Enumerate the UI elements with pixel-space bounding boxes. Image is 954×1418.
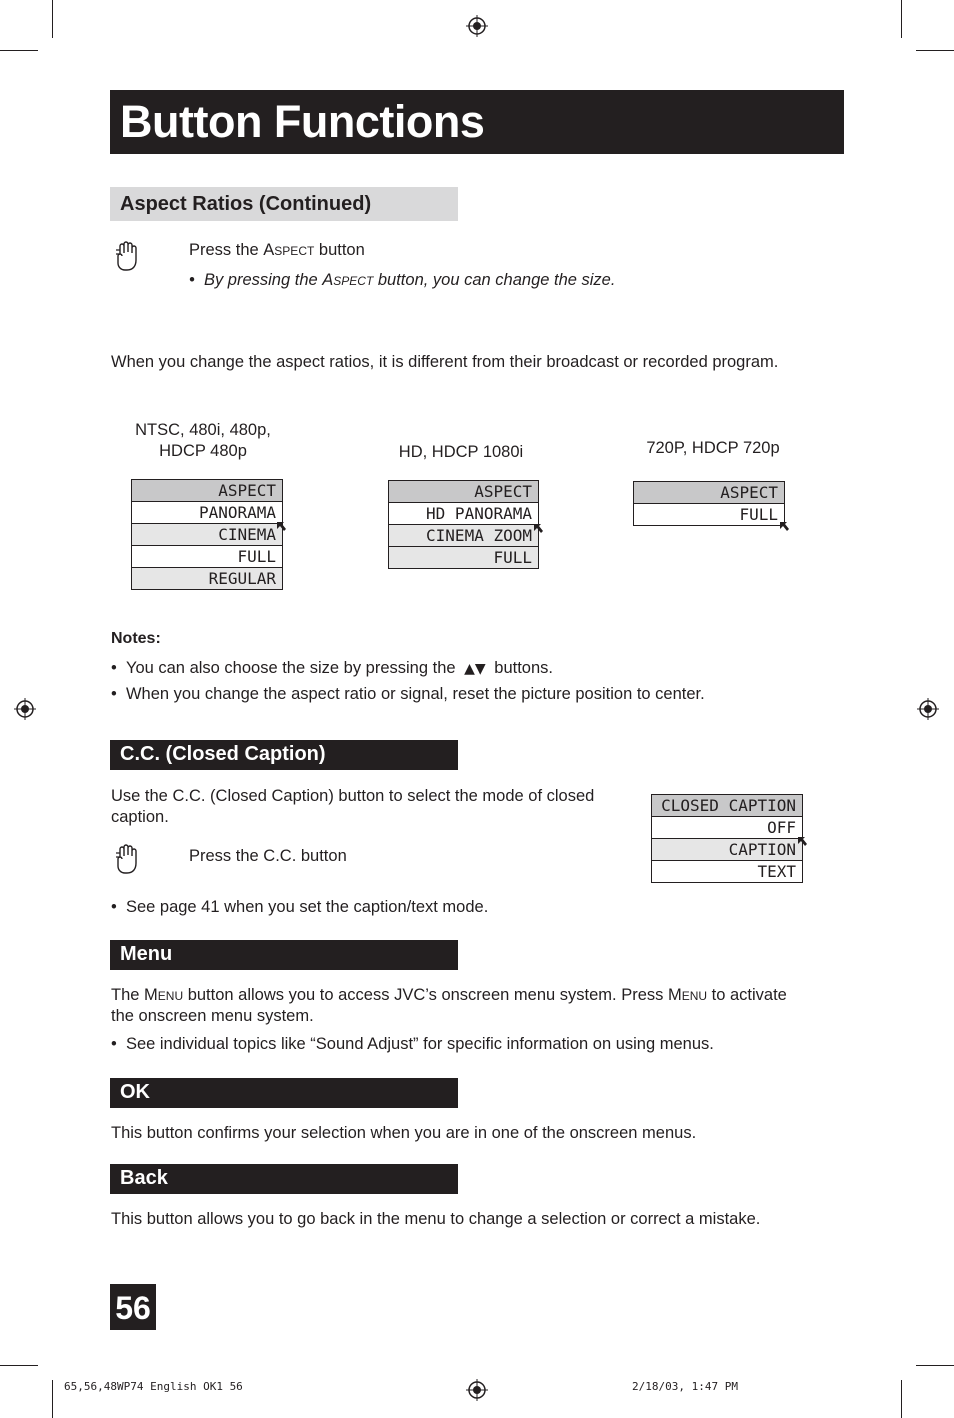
ok-paragraph: This button confirms your selection when you are in one of the onscreen menus. bbox=[111, 1124, 697, 1142]
cc-press-instruction: Press the C.C. button bbox=[189, 847, 347, 865]
menu-paragraph bbox=[111, 985, 841, 1027]
registration-mark-icon bbox=[466, 1379, 488, 1401]
button-name: Aspect bbox=[263, 241, 315, 259]
text-line: the onscreen menu system. bbox=[111, 1007, 314, 1025]
button-name: Aspect bbox=[322, 271, 374, 289]
crop-mark bbox=[0, 50, 38, 51]
text: button, you can change the size. bbox=[373, 271, 616, 289]
crop-mark bbox=[901, 0, 902, 38]
menu-row[interactable]: HD PANORAMA bbox=[389, 502, 538, 524]
menu-row[interactable]: FULL bbox=[132, 545, 282, 567]
menu-row[interactable]: TEXT bbox=[652, 860, 802, 882]
crop-mark bbox=[916, 1365, 954, 1366]
menu-row[interactable]: CAPTION bbox=[652, 838, 802, 860]
menu-row: CLOSED CAPTION bbox=[652, 794, 802, 816]
button-name: Menu bbox=[667, 986, 708, 1004]
page-title-bar bbox=[110, 90, 844, 154]
menu-bullet: • See individual topics like “Sound Adjust” for specific information on using menus. bbox=[111, 1035, 714, 1053]
button-name: Menu bbox=[144, 986, 184, 1004]
menu-caption-hd: HD, HDCP 1080i bbox=[398, 443, 524, 461]
section-heading-back: Back bbox=[110, 1164, 458, 1194]
menu-row[interactable]: FULL bbox=[634, 503, 784, 525]
text: When you change the aspect ratio or signal, reset the picture position to center. bbox=[125, 685, 705, 703]
note-item: • You can also choose the size by pressing the ▲▼ buttons. bbox=[111, 659, 553, 677]
aspect-bullet: • By pressing the Aspect button, you can change the size. bbox=[189, 271, 616, 289]
text: By pressing the bbox=[203, 271, 323, 289]
text-line bbox=[111, 985, 841, 1006]
menu-cursor-icon bbox=[533, 523, 544, 534]
text: See individual topics like “Sound Adjust” for specific information on using menus. bbox=[125, 1035, 714, 1053]
registration-mark-icon bbox=[466, 15, 488, 37]
menu-row[interactable]: CINEMA bbox=[132, 523, 282, 545]
aspect-menu-ntsc bbox=[131, 479, 283, 590]
registration-mark-icon bbox=[917, 698, 939, 720]
page-number: 56 bbox=[110, 1284, 156, 1330]
page-title: Button Functions bbox=[120, 96, 485, 147]
menu-row: ASPECT bbox=[389, 480, 538, 502]
text: Press the bbox=[189, 241, 264, 259]
section-heading-cc: C.C. (Closed Caption) bbox=[110, 740, 458, 770]
menu-caption-ntsc bbox=[118, 420, 288, 462]
menu-row[interactable]: CINEMA ZOOM bbox=[389, 524, 538, 546]
aspect-menu-hd bbox=[388, 480, 539, 569]
menu-cursor-icon bbox=[797, 836, 808, 847]
closed-caption-menu bbox=[651, 794, 803, 883]
aspect-paragraph: When you change the aspect ratios, it is different from their broadcast or recorded program. bbox=[111, 353, 779, 371]
menu-caption-720p: 720P, HDCP 720p bbox=[646, 439, 780, 457]
section-heading-aspect: Aspect Ratios (Continued) bbox=[110, 187, 458, 221]
back-paragraph: This button allows you to go back in the menu to change a selection or correct a mistake. bbox=[111, 1210, 761, 1228]
crop-mark bbox=[901, 1380, 902, 1418]
aspect-menu-720p bbox=[633, 481, 785, 526]
text: See page 41 when you set the caption/text mode. bbox=[125, 898, 489, 916]
menu-cursor-icon bbox=[779, 521, 790, 532]
crop-mark bbox=[52, 0, 53, 38]
text-line: Use the C.C. (Closed Caption) button to select the mode of closed bbox=[111, 787, 595, 805]
hand-press-icon bbox=[112, 240, 146, 274]
menu-row[interactable]: REGULAR bbox=[132, 567, 282, 589]
section-heading-menu: Menu bbox=[110, 940, 458, 970]
text-line: caption. bbox=[111, 808, 169, 826]
notes-heading: Notes: bbox=[111, 630, 161, 647]
text: button allows you to access JVC’s onscreen menu system. Press bbox=[183, 986, 668, 1004]
text: The bbox=[111, 986, 145, 1004]
cc-paragraph bbox=[111, 786, 641, 828]
text: button bbox=[314, 241, 365, 259]
registration-mark-icon bbox=[14, 698, 36, 720]
caption-line: NTSC, 480i, 480p, bbox=[135, 421, 271, 439]
aspect-press-instruction bbox=[189, 240, 365, 261]
hand-press-icon bbox=[112, 843, 146, 877]
crop-mark bbox=[0, 1365, 38, 1366]
footer-slug-right: 2/18/03, 1:47 PM bbox=[632, 1380, 738, 1393]
note-item: • When you change the aspect ratio or signal, reset the picture position to center. bbox=[111, 685, 705, 703]
menu-row: ASPECT bbox=[634, 481, 784, 503]
text: You can also choose the size by pressing the bbox=[125, 659, 461, 677]
caption-line: HDCP 480p bbox=[159, 442, 247, 460]
footer-slug-left: 65,56,48WP74 English OK1 56 bbox=[64, 1380, 243, 1393]
menu-row[interactable]: OFF bbox=[652, 816, 802, 838]
cc-bullet: • See page 41 when you set the caption/text mode. bbox=[111, 898, 489, 916]
menu-cursor-icon bbox=[276, 521, 287, 532]
section-heading-ok: OK bbox=[110, 1078, 458, 1108]
text: buttons. bbox=[489, 659, 553, 677]
menu-row[interactable]: PANORAMA bbox=[132, 501, 282, 523]
text: to activate bbox=[707, 986, 787, 1004]
crop-mark bbox=[916, 50, 954, 51]
up-down-arrows-icon: ▲▼ bbox=[464, 661, 486, 677]
crop-mark bbox=[52, 1380, 53, 1418]
menu-row: ASPECT bbox=[132, 479, 282, 501]
menu-row[interactable]: FULL bbox=[389, 546, 538, 568]
